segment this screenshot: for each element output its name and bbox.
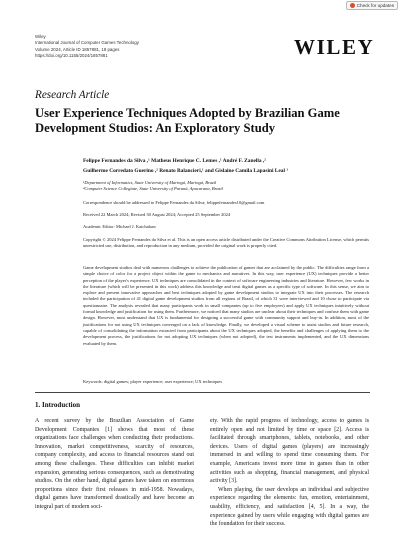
copyright-notice: Copyright © 2024 Felippe Fernandes da Silva et al. This is an open access article distributed under the Creative Commons Attribution License, which permits unrestricted use, distribution, and reproduction in any medium, provided the original work is properly cited.	[83, 237, 369, 249]
section-divider	[35, 392, 370, 393]
author-list	[83, 156, 383, 176]
correspondence: Correspondence should be addressed to Felippe Fernandes da Silva; felippefernandes10@gmail.com	[83, 200, 265, 205]
article-dates: Received 22 March 2024; Revised 30 August 2024; Accepted 25 September 2024	[83, 212, 231, 217]
intro-paragraph-1-cont: ety. With the rapid progress of technology, access to games is entirely open and not limited by time or space [2]. Access is facilitated through smartphones, tablets, notebooks, and other devices. Users of digital games (players) are increasingly immersed in and willing to spend time consuming them. For example, Americans invest more time in games than in other activities such as shopping, financial management, and physical activity [3].	[210, 418, 369, 485]
author-line-1: Felippe Fernandes da Silva ,¹ Matheus Henrique C. Lemes ,¹ André F. Zanella ,²	[83, 158, 266, 164]
academic-editor: Academic Editor: Michael J. Katchabaw	[83, 224, 157, 229]
affiliation-2: ²Computer Science Collegiate, State University of Paraná, Apucarana, Brazil	[83, 186, 223, 192]
author-line-2: Guilherme Corredato Guerino ,² Renato Balancieri,¹ and Gislaine Camila Lapasini Leal ¹	[83, 168, 288, 175]
body-column-left	[35, 417, 194, 512]
body-column-right	[210, 417, 369, 529]
article-title: User Experience Techniques Adopted by Brazilian Game Development Studios: An Exploratory Study	[35, 106, 340, 135]
intro-paragraph-2: When playing, the user develops an individual and subjective experience regarding the elements: fun, emotion, entertainment, usability, efficiency, and satisfaction [4, 5]. In a way, the experience gained by users while engaging with digital games are the foundation for their success.	[210, 486, 369, 528]
abstract: Game development studios deal with numerous challenges to achieve the publication of games that are acclaimed by the public. The difficulties range from a simple choice of color for a project object within the game to mechanics and narratives. In this way, user experience (UX) techniques provide a better perception of the player's experience. UX techniques are consolidated in the context of software engineering industries and literature. However, few works in the literature (which will be presented in this work) address this knowledge and treat digital games as a specific type of software. In this sense, we aim to explore and present innovative approaches and best techniques adopted by game development studios to integrate UX into their processes. The research included the participation of 41 digital game development studios from all regions of Brazil, of which 31 were interviewed and 10 chose to participate via questionnaire. The analysis revealed that many participants work in small companies (up to five employees) and apply UX techniques intuitively without formal knowledge and justification for using them. Furthermore, we noticed that many studios are unclear about their techniques and confuse them with game design. However, most understand that UX is fundamental for designing a successful game with community support and buy-in. In addition, most of the justifications for not using UX techniques converged on a lack of knowledge. Finally, we developed a visual scheme to assist studios and future research, capable of consolidating the information extracted from participants about the UX techniques adopted, the benefits and challenges of applying them to the development process, the justifications for not adopting UX techniques (when not adopted), the test instruments implemented, and the UX dimensions evaluated by them.	[83, 265, 369, 346]
keywords: Keywords: digital games; player experience; user experience; UX techniques	[83, 379, 222, 384]
doi-link[interactable]: https://doi.org/10.1155/2024/1857881	[35, 52, 108, 58]
wiley-logo: WILEY	[294, 35, 375, 59]
publisher-name: Wiley	[35, 34, 46, 39]
update-icon	[350, 3, 355, 8]
intro-paragraph-1: A recent survey by the Brazilian Association of Game Development Companies [1] shows that most of these organizations face challenges when conducting their productions. Innovation, market competitiveness, scarcity of resources, company complexity, and access to financial resources stand out among these challenges. These difficulties can inhibit market expansion, generating serious consequences, such as demotivating studios. On the other hand, digital games have taken on enormous proportions since their first releases in mid-1958. Nowadays, digital games have transformed drastically and have become an integral part of modern soci-	[35, 418, 194, 510]
volume-line: Volume 2024, Article ID 1857881, 18 pages	[35, 46, 120, 52]
affiliations	[83, 180, 223, 193]
check-for-updates-badge[interactable]	[346, 1, 398, 10]
journal-name: International Journal of Computer Games Technology	[35, 40, 139, 46]
article-type: Research Article	[35, 89, 110, 101]
section-heading: 1. Introduction	[35, 401, 80, 409]
journal-meta	[35, 34, 139, 59]
affiliation-1: ¹Department of Informatics, State University of Maringá, Maringá, Brazil	[83, 180, 217, 185]
check-for-updates-label: Check for updates	[356, 3, 394, 8]
